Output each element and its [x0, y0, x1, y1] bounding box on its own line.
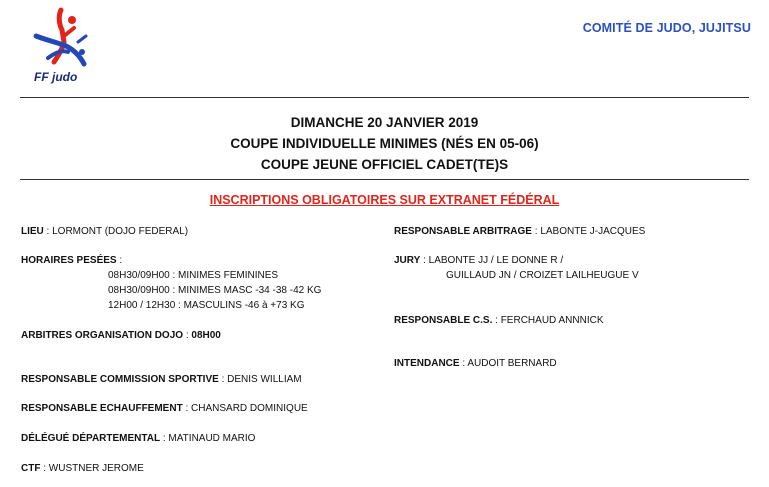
- info-value: WUSTNER JEROME: [48, 463, 144, 474]
- info-value: LABONTE JJ / LE DONNE R /: [428, 255, 564, 266]
- info-label: DÉLÉGUÉ DÉPARTEMENTAL: [21, 433, 161, 444]
- event-subtitle: COUPE JEUNE OFFICIEL CADET(TE)S: [260, 157, 509, 172]
- info-label: ARBITRES ORGANISATION DOJO: [21, 330, 184, 341]
- logo-text: FF judo: [34, 70, 78, 84]
- committee-name: COMITÉ DE JUDO, JUJITSU: [582, 21, 751, 35]
- info-lieu: [21, 226, 188, 237]
- info-value: MATINAUD MARIO: [168, 433, 256, 444]
- info-intendance: [394, 358, 557, 369]
- info-value: LABONTE J-JACQUES: [540, 226, 646, 237]
- info-label: HORAIRES PESÉES: [21, 255, 117, 266]
- info-label: CTF: [21, 463, 41, 474]
- info-label: RESPONSABLE C.S.: [394, 315, 493, 326]
- event-date: DIMANCHE 20 JANVIER 2019: [290, 115, 479, 130]
- jury-continuation: GUILLAUD JN / CROIZET LAILHEUGUE V: [446, 270, 639, 281]
- divider-top: [20, 97, 749, 98]
- schedule-item: 08H30/09H00 : MINIMES MASC -34 -38 -42 KG: [108, 285, 322, 296]
- info-label: JURY: [394, 255, 421, 266]
- info-value: AUDOIT BERNARD: [467, 358, 557, 369]
- info-separator: :: [218, 374, 228, 385]
- info-label: LIEU: [21, 226, 44, 237]
- info-resp-echauffement: [21, 403, 308, 414]
- info-arbitres: [21, 330, 221, 341]
- info-value: FERCHAUD ANNNICK: [500, 315, 604, 326]
- info-separator: :: [420, 255, 429, 266]
- event-title: COUPE INDIVIDUELLE MINIMES (NÉS EN 05-06): [230, 136, 539, 151]
- info-separator: :: [531, 226, 541, 237]
- info-separator: :: [492, 315, 501, 326]
- registration-notice: INSCRIPTIONS OBLIGATOIRES SUR EXTRANET FÉDÉRAL: [209, 193, 560, 207]
- info-jury: [394, 255, 563, 266]
- info-separator: :: [160, 433, 169, 444]
- info-value: CHANSARD DOMINIQUE: [191, 403, 308, 414]
- info-label: RESPONSABLE COMMISSION SPORTIVE: [21, 374, 219, 385]
- schedule-item: 12H00 / 12H30 : MASCULINS -46 à +73 KG: [108, 300, 305, 311]
- divider-middle: [20, 179, 749, 180]
- info-resp-arbitrage: [394, 226, 645, 237]
- info-ctf: [21, 463, 144, 474]
- info-value: LORMONT (DOJO FEDERAL): [52, 226, 189, 237]
- info-separator: :: [459, 358, 468, 369]
- info-value: 08H00: [191, 330, 221, 341]
- info-label: INTENDANCE: [394, 358, 460, 369]
- info-label: RESPONSABLE ARBITRAGE: [394, 226, 532, 237]
- info-separator: :: [43, 226, 53, 237]
- info-horaires: [21, 255, 122, 266]
- info-separator: :: [183, 330, 192, 341]
- info-resp-cs: [394, 315, 604, 326]
- schedule-item: 08H30/09H00 : MINIMES FEMININES: [108, 270, 279, 281]
- info-separator: :: [116, 255, 123, 266]
- info-separator: :: [182, 403, 192, 414]
- info-resp-commission: [21, 374, 302, 385]
- info-value: DENIS WILLIAM: [227, 374, 302, 385]
- info-separator: :: [40, 463, 49, 474]
- info-delegue: [21, 433, 255, 444]
- info-label: RESPONSABLE ECHAUFFEMENT: [21, 403, 183, 414]
